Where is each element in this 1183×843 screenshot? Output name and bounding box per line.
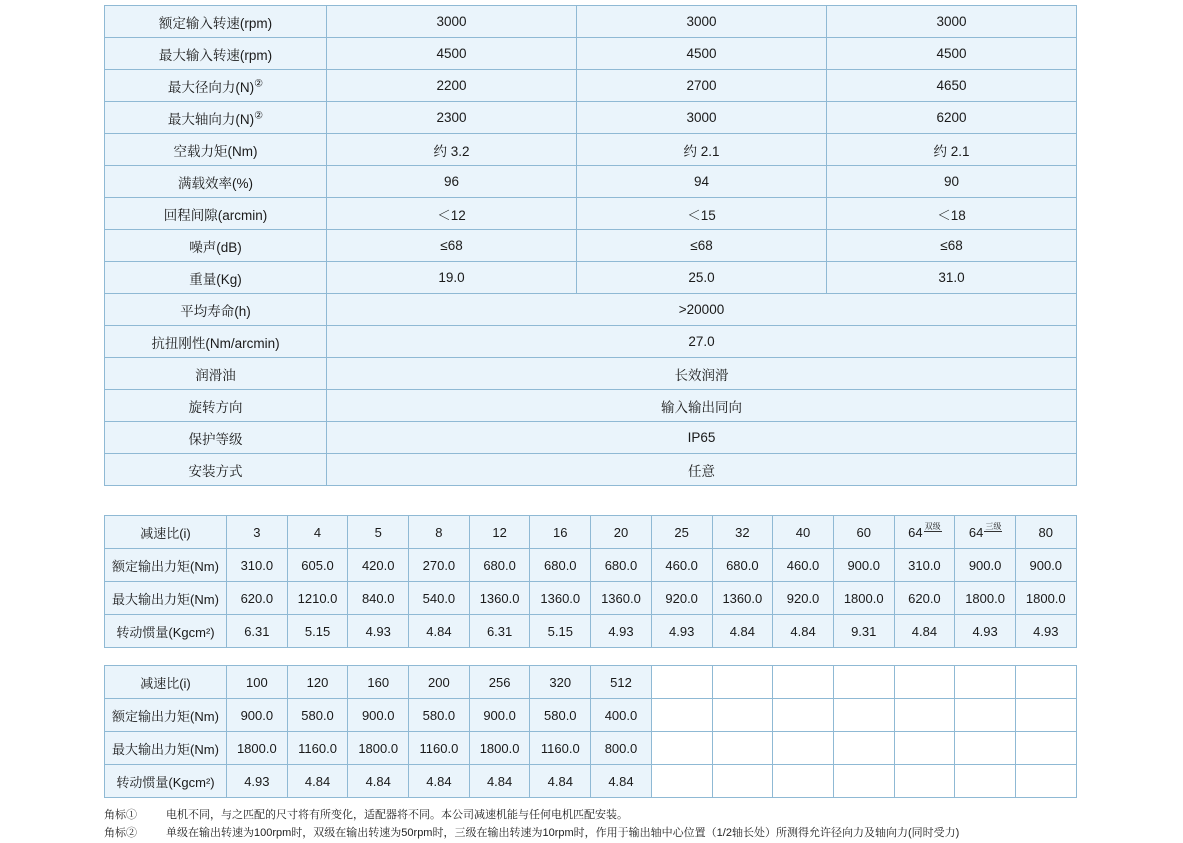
ratio-header-cell: 8 <box>409 516 470 549</box>
ratio-table-secondary <box>104 665 1077 798</box>
ratio-header-cell: 25 <box>651 516 712 549</box>
ratio-value-cell: 4.93 <box>227 765 288 798</box>
ratio-empty-cell <box>651 699 712 732</box>
ratio-value-cell: 900.0 <box>955 549 1016 582</box>
ratio-value-cell: 680.0 <box>591 549 652 582</box>
spec-row-value: 约 2.1 <box>827 134 1077 166</box>
spec-row-value: IP65 <box>327 422 1077 454</box>
ratio-header-cell: 256 <box>469 666 530 699</box>
spec-row-value: 2700 <box>577 70 827 102</box>
ratio-row-label: 转动惯量(Kgcm²) <box>105 615 227 648</box>
ratio-row-label: 减速比(i) <box>105 516 227 549</box>
ratio-empty-cell <box>894 699 955 732</box>
ratio-value-cell: 1360.0 <box>712 582 773 615</box>
spec-row-value: 2200 <box>327 70 577 102</box>
ratio-empty-cell <box>894 666 955 699</box>
footnote-key: 角标② <box>104 827 137 839</box>
ratio-row-label: 最大输出力矩(Nm) <box>105 582 227 615</box>
spec-row <box>105 6 1077 38</box>
spec-row-value: 96 <box>327 166 577 198</box>
spec-row <box>105 326 1077 358</box>
spec-row-value: ≤68 <box>827 230 1077 262</box>
ratio-header-cell: 64 三级 <box>955 516 1016 549</box>
spec-row <box>105 198 1077 230</box>
ratio-value-cell: 620.0 <box>894 582 955 615</box>
ratio-value-cell: 400.0 <box>591 699 652 732</box>
spec-row-value: 输入输出同向 <box>327 390 1077 422</box>
ratio-header-cell: 12 <box>469 516 530 549</box>
stage-label: 双级 <box>924 521 941 531</box>
ratio-value-cell: 1160.0 <box>287 732 348 765</box>
ratio-empty-cell <box>712 666 773 699</box>
spec-row-label: 保护等级 <box>105 422 327 454</box>
ratio-value-cell: 270.0 <box>409 549 470 582</box>
ratio-value-cell: 1360.0 <box>469 582 530 615</box>
ratio-value-cell: 900.0 <box>469 699 530 732</box>
ratio-row <box>105 732 1077 765</box>
ratio-empty-cell <box>833 765 894 798</box>
ratio-value-cell: 1800.0 <box>955 582 1016 615</box>
ratio-value-cell: 580.0 <box>409 699 470 732</box>
ratio-value-cell: 4.93 <box>348 615 409 648</box>
ratio-empty-cell <box>894 732 955 765</box>
ratio-value-cell: 6.31 <box>469 615 530 648</box>
ratio-empty-cell <box>955 732 1016 765</box>
ratio-header-cell: 5 <box>348 516 409 549</box>
spec-row-value: 3000 <box>577 6 827 38</box>
ratio-value-cell: 620.0 <box>227 582 288 615</box>
spec-row <box>105 166 1077 198</box>
ratio-value-cell: 4.84 <box>773 615 834 648</box>
spec-row-value: 4500 <box>327 38 577 70</box>
spec-row-value: 任意 <box>327 454 1077 486</box>
ratio-header-cell: 16 <box>530 516 591 549</box>
ratio-value-cell: 580.0 <box>287 699 348 732</box>
spec-row-value: >20000 <box>327 294 1077 326</box>
spec-row-value: 3000 <box>577 102 827 134</box>
spec-row-label: 满载效率(%) <box>105 166 327 198</box>
spec-row-value: 90 <box>827 166 1077 198</box>
ratio-empty-cell <box>894 765 955 798</box>
ratio-row <box>105 765 1077 798</box>
spec-row-value: 4500 <box>827 38 1077 70</box>
ratio-value-cell: 840.0 <box>348 582 409 615</box>
ratio-value-cell: 800.0 <box>591 732 652 765</box>
ratio-header-cell: 512 <box>591 666 652 699</box>
spec-row <box>105 70 1077 102</box>
footnote-marker: ② <box>254 110 264 121</box>
spec-row-value: 3000 <box>827 6 1077 38</box>
ratio-value-cell: 920.0 <box>651 582 712 615</box>
ratio-value-cell: 1360.0 <box>591 582 652 615</box>
ratio-header-cell: 3 <box>227 516 288 549</box>
ratio-empty-cell <box>1015 732 1076 765</box>
spec-row-label: 噪声(dB) <box>105 230 327 262</box>
ratio-empty-cell <box>651 732 712 765</box>
ratio-value-cell: 900.0 <box>348 699 409 732</box>
spec-row <box>105 262 1077 294</box>
ratio-value-cell: 460.0 <box>773 549 834 582</box>
ratio-row <box>105 615 1077 648</box>
footnote-row <box>104 824 1124 842</box>
spec-row-value: 6200 <box>827 102 1077 134</box>
spec-row <box>105 230 1077 262</box>
ratio-empty-cell <box>773 699 834 732</box>
spec-row-value: 约 3.2 <box>327 134 577 166</box>
ratio-empty-cell <box>1015 699 1076 732</box>
spec-row <box>105 294 1077 326</box>
spec-row-label: 重量(Kg) <box>105 262 327 294</box>
ratio-value-cell: 900.0 <box>833 549 894 582</box>
ratio-row-label: 转动惯量(Kgcm²) <box>105 765 227 798</box>
specification-table <box>104 5 1077 486</box>
ratio-value-cell: 920.0 <box>773 582 834 615</box>
ratio-value-cell: 4.84 <box>287 765 348 798</box>
ratio-row <box>105 582 1077 615</box>
ratio-value-cell: 5.15 <box>287 615 348 648</box>
spec-row-value: ＜18 <box>827 198 1077 230</box>
ratio-row <box>105 699 1077 732</box>
ratio-value-cell: 1360.0 <box>530 582 591 615</box>
specification-table-body <box>105 6 1077 486</box>
ratio-value-cell: 5.15 <box>530 615 591 648</box>
ratio-value-cell: 680.0 <box>530 549 591 582</box>
ratio-empty-cell <box>773 666 834 699</box>
spec-row-label: 平均寿命(h) <box>105 294 327 326</box>
ratio-header-cell: 200 <box>409 666 470 699</box>
ratio-value-cell: 4.84 <box>409 615 470 648</box>
spec-row <box>105 454 1077 486</box>
ratio-value-cell: 4.84 <box>530 765 591 798</box>
ratio-value-cell: 1210.0 <box>287 582 348 615</box>
spec-row-value: 94 <box>577 166 827 198</box>
ratio-value-cell: 1800.0 <box>227 732 288 765</box>
ratio-value-cell: 605.0 <box>287 549 348 582</box>
spec-row-value: 4500 <box>577 38 827 70</box>
ratio-header-cell: 40 <box>773 516 834 549</box>
ratio-value-cell: 4.93 <box>591 615 652 648</box>
spec-row-value: 25.0 <box>577 262 827 294</box>
ratio-empty-cell <box>651 765 712 798</box>
ratio-value-cell: 680.0 <box>712 549 773 582</box>
footnote-text: 单级在输出转速为100rpm时，双级在输出转速为50rpm时，三级在输出转速为10rpm时，作用于输出轴中心位置（1/2轴长处）所测得允许径向力及轴向力(同时受力) <box>166 827 960 839</box>
ratio-empty-cell <box>833 666 894 699</box>
spec-row-label: 最大轴向力(N)② <box>105 102 327 134</box>
footnote-key: 角标① <box>104 809 137 821</box>
spec-row <box>105 102 1077 134</box>
ratio-value-cell: 1800.0 <box>1015 582 1076 615</box>
ratio-row <box>105 516 1077 549</box>
spec-row-value: 31.0 <box>827 262 1077 294</box>
ratio-empty-cell <box>833 732 894 765</box>
ratio-value-cell: 4.84 <box>469 765 530 798</box>
spec-row-value: 长效润滑 <box>327 358 1077 390</box>
footnotes <box>104 806 1124 842</box>
spec-row-label: 额定输入转速(rpm) <box>105 6 327 38</box>
ratio-row-label: 最大输出力矩(Nm) <box>105 732 227 765</box>
ratio-value-cell: 310.0 <box>894 549 955 582</box>
ratio-value-cell: 4.93 <box>1015 615 1076 648</box>
ratio-row-label: 额定输出力矩(Nm) <box>105 699 227 732</box>
spec-row-value: 19.0 <box>327 262 577 294</box>
ratio-header-cell: 60 <box>833 516 894 549</box>
ratio-empty-cell <box>1015 765 1076 798</box>
ratio-row <box>105 549 1077 582</box>
spec-row-value: ＜15 <box>577 198 827 230</box>
ratio-header-cell: 64 双级 <box>894 516 955 549</box>
ratio-table-primary-body <box>105 516 1077 648</box>
ratio-empty-cell <box>712 732 773 765</box>
spec-row <box>105 358 1077 390</box>
ratio-value-cell: 4.93 <box>955 615 1016 648</box>
ratio-header-cell: 32 <box>712 516 773 549</box>
spec-row <box>105 134 1077 166</box>
ratio-header-cell: 80 <box>1015 516 1076 549</box>
ratio-value-cell: 1800.0 <box>348 732 409 765</box>
ratio-value-cell: 460.0 <box>651 549 712 582</box>
ratio-value-cell: 4.84 <box>894 615 955 648</box>
ratio-table-primary <box>104 515 1077 648</box>
ratio-header-cell: 160 <box>348 666 409 699</box>
spec-row-value: ≤68 <box>577 230 827 262</box>
ratio-value-cell: 310.0 <box>227 549 288 582</box>
ratio-value-cell: 540.0 <box>409 582 470 615</box>
ratio-row <box>105 666 1077 699</box>
ratio-value-cell: 900.0 <box>1015 549 1076 582</box>
stage-label: 三级 <box>985 521 1002 531</box>
spec-row-value: 约 2.1 <box>577 134 827 166</box>
ratio-value-cell: 580.0 <box>530 699 591 732</box>
spec-row <box>105 422 1077 454</box>
spec-row-value: 3000 <box>327 6 577 38</box>
ratio-value-cell: 680.0 <box>469 549 530 582</box>
ratio-value-cell: 1160.0 <box>409 732 470 765</box>
ratio-empty-cell <box>955 765 1016 798</box>
ratio-header-cell: 320 <box>530 666 591 699</box>
ratio-empty-cell <box>1015 666 1076 699</box>
ratio-empty-cell <box>712 765 773 798</box>
spec-row-label: 最大输入转速(rpm) <box>105 38 327 70</box>
ratio-value-cell: 4.84 <box>348 765 409 798</box>
ratio-empty-cell <box>955 666 1016 699</box>
ratio-empty-cell <box>651 666 712 699</box>
spec-row-value: 2300 <box>327 102 577 134</box>
ratio-header-cell: 4 <box>287 516 348 549</box>
ratio-value-cell: 4.84 <box>409 765 470 798</box>
spec-row <box>105 38 1077 70</box>
ratio-header-cell: 100 <box>227 666 288 699</box>
ratio-empty-cell <box>712 699 773 732</box>
spec-row-label: 空载力矩(Nm) <box>105 134 327 166</box>
spec-row-label: 安装方式 <box>105 454 327 486</box>
ratio-value-cell: 1160.0 <box>530 732 591 765</box>
ratio-empty-cell <box>773 732 834 765</box>
spec-row-label: 润滑油 <box>105 358 327 390</box>
spec-row-value: ＜12 <box>327 198 577 230</box>
ratio-row-label: 额定输出力矩(Nm) <box>105 549 227 582</box>
ratio-header-cell: 120 <box>287 666 348 699</box>
footnote-marker: ② <box>254 78 264 89</box>
ratio-value-cell: 1800.0 <box>833 582 894 615</box>
spec-row-label: 旋转方向 <box>105 390 327 422</box>
ratio-row-label: 减速比(i) <box>105 666 227 699</box>
ratio-table-secondary-body <box>105 666 1077 798</box>
spec-row-value: 4650 <box>827 70 1077 102</box>
spec-row-label: 最大径向力(N)② <box>105 70 327 102</box>
ratio-value-cell: 4.93 <box>651 615 712 648</box>
spec-row-label: 抗扭刚性(Nm/arcmin) <box>105 326 327 358</box>
ratio-value-cell: 4.84 <box>591 765 652 798</box>
ratio-header-cell: 20 <box>591 516 652 549</box>
ratio-empty-cell <box>955 699 1016 732</box>
ratio-value-cell: 4.84 <box>712 615 773 648</box>
spec-row-label: 回程间隙(arcmin) <box>105 198 327 230</box>
footnote-text: 电机不同，与之匹配的尺寸将有所变化，适配器将不同。本公司减速机能与任何电机匹配安装。 <box>166 809 628 821</box>
ratio-value-cell: 420.0 <box>348 549 409 582</box>
spec-row-value: 27.0 <box>327 326 1077 358</box>
ratio-value-cell: 9.31 <box>833 615 894 648</box>
ratio-value-cell: 6.31 <box>227 615 288 648</box>
footnote-row <box>104 806 1124 824</box>
ratio-value-cell: 1800.0 <box>469 732 530 765</box>
spec-row <box>105 390 1077 422</box>
ratio-empty-cell <box>773 765 834 798</box>
spec-row-value: ≤68 <box>327 230 577 262</box>
ratio-value-cell: 900.0 <box>227 699 288 732</box>
ratio-empty-cell <box>833 699 894 732</box>
